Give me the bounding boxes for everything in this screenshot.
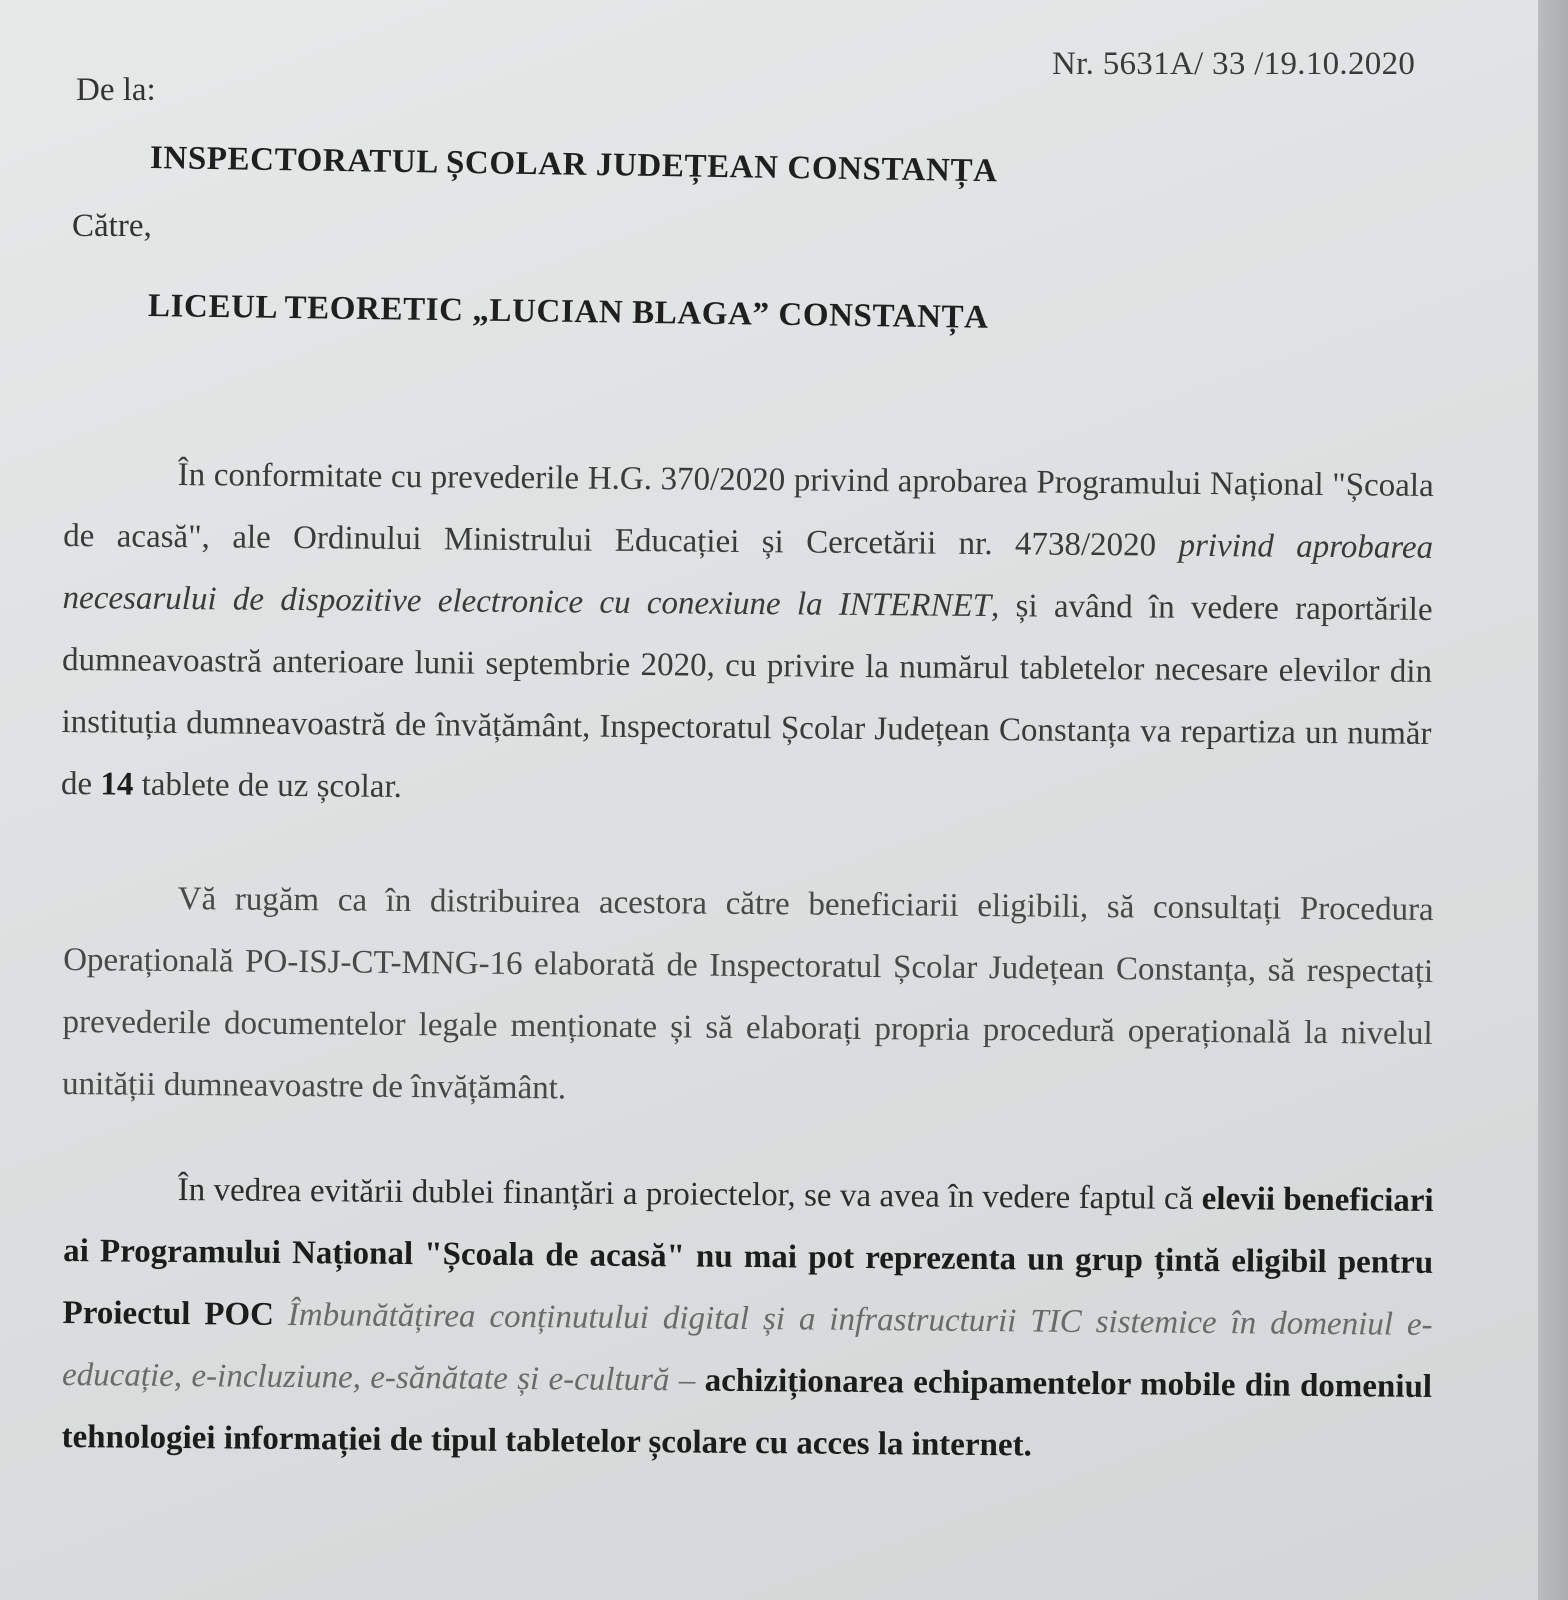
page-edge bbox=[1538, 0, 1568, 1600]
sender-organization: INSPECTORATUL ȘCOLAR JUDEȚEAN CONSTANȚA bbox=[149, 140, 998, 190]
paragraph-1-italic-title: privind aprobarea necesarului de dispozitive electronice cu conexiune la INTERNET bbox=[62, 527, 1434, 625]
paragraph-1-text-continued: , și având în vedere raportările dumneavoastră anterioare lunii septembrie 2020, cu privire la numărul tabletelor necesare elevilor din instituția dumneavoastră de învățământ, Inspectoratul Școlar Județean Constanța va repartiza un număr de bbox=[60, 588, 1433, 803]
paragraph-3-dash: – bbox=[669, 1362, 705, 1399]
tablet-count: 14 bbox=[100, 766, 134, 803]
paragraph-procedure bbox=[62, 867, 1434, 1127]
paragraph-3-bold-conclusion: achiziționarea echipamentelor mobile din domeniul tehnologiei informației de tipul tabletelor școlare cu acces la internet. bbox=[61, 1362, 1433, 1464]
paragraph-2-text: Vă rugăm ca în distribuirea acestora către beneficiarii eligibili, să consultați Procedura Operațională PO-ISJ-CT-MNG-16 elaborată de Inspectoratul Școlar Județean Constanța, să respectați prevederile documentelor legale menționate și să elaborați propria procedură operațională la nivelul unității dumneavoastre de învățământ. bbox=[61, 880, 1434, 1107]
paragraph-double-funding bbox=[61, 1158, 1434, 1480]
paragraph-1-text-end: tablete de uz școlar. bbox=[133, 766, 403, 805]
recipient-organization: LICEUL TEORETIC „LUCIAN BLAGA” CONSTANȚA bbox=[147, 288, 989, 336]
paragraph-3-project-title: Îmbunătățirea conținutului digital și a infrastructurii TIC sistemice în domeniul e-educație, e-incluziune, e-sănătate și e-cultură bbox=[61, 1296, 1433, 1399]
from-label: De la: bbox=[76, 72, 156, 108]
registration-number: Nr. 5631A/ 33 /19.10.2020 bbox=[1052, 46, 1416, 82]
paragraph-allocation bbox=[61, 443, 1434, 827]
paragraph-3-text: În vedrea evitării dublei finanțări a proiectelor, se va avea în vedere faptul că bbox=[177, 1171, 1202, 1217]
to-label: Către, bbox=[72, 208, 152, 244]
paragraph-3-bold-statement: elevii beneficiari ai Programului Național "Școala de acasă" nu mai pot reprezenta un grup țintă eligibil pentru Proiectul POC bbox=[62, 1180, 1434, 1333]
paragraph-1-text: În conformitate cu prevederile H.G. 370/2020 privind aprobarea Programului Național "Școala de acasă", ale Ordinului Ministrului Educației și Cercetării nr. 4738/2020 bbox=[63, 456, 1434, 564]
